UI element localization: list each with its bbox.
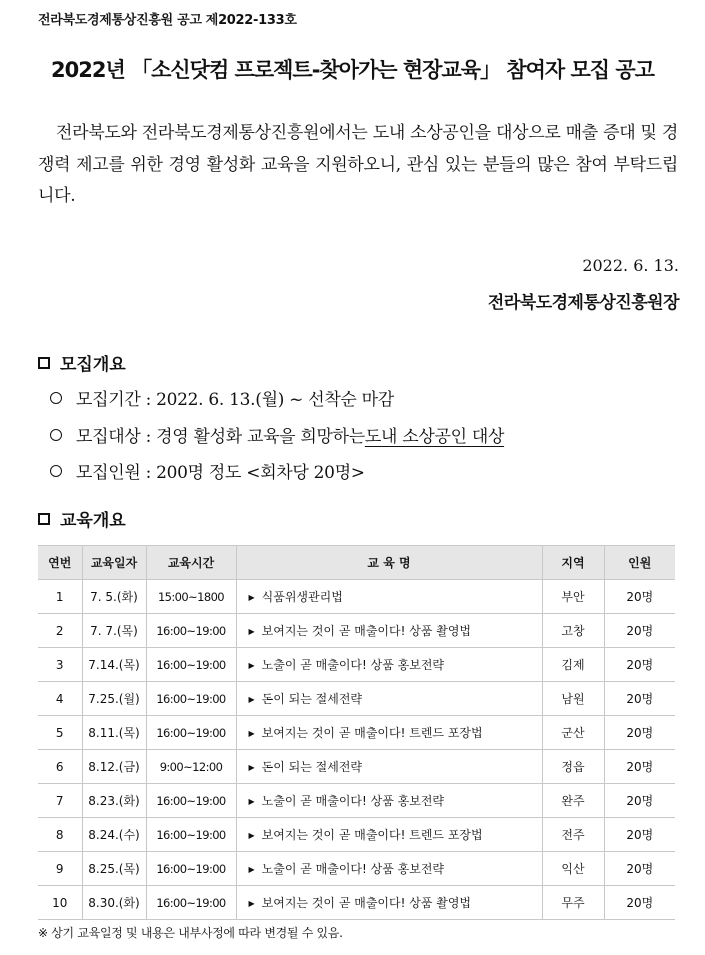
cell-time: 16:00~19:00 [146,886,236,920]
column-header-no: 연번 [38,546,82,580]
cell-time: 9:00~12:00 [146,750,236,784]
triangle-right-icon: ▶ [248,865,255,874]
cell-date: 8.12.(금) [82,750,146,784]
cell-region: 완주 [542,784,604,818]
circle-bullet-icon [50,392,62,404]
cell-no: 10 [38,886,82,920]
section-education-label: 교육개요 [60,511,126,531]
cell-no: 6 [38,750,82,784]
cell-date: 8.30.(화) [82,886,146,920]
notice-number: 전라북도경제통상진흥원 공고 제2022-133호 [38,13,297,28]
cell-no: 4 [38,682,82,716]
table-row [38,614,675,648]
cell-name [236,784,542,818]
schedule-footnote: ※ 상기 교육일정 및 내용은 내부사정에 따라 변경될 수 있음. [38,926,343,940]
cell-no: 1 [38,580,82,614]
cell-region: 전주 [542,818,604,852]
table-row [38,852,675,886]
cell-name-text: 보여지는 것이 곧 매출이다! 상품 촬영법 [261,896,472,910]
table-row [38,648,675,682]
table-row [38,682,675,716]
triangle-right-icon: ▶ [248,763,255,772]
triangle-right-icon: ▶ [248,695,255,704]
column-header-people: 인원 [604,546,675,580]
cell-name-text: 보여지는 것이 곧 매출이다! 트렌드 포장법 [261,828,483,842]
table-header-row [38,546,675,580]
cell-name-text: 노출이 곧 매출이다! 상품 홍보전략 [261,862,445,876]
cell-time: 15:00~1800 [146,580,236,614]
cell-no: 7 [38,784,82,818]
triangle-right-icon: ▶ [248,593,255,602]
column-header-name: 교 육 명 [236,546,542,580]
table-row [38,818,675,852]
section-recruitment-label: 모집개요 [60,355,126,375]
cell-time: 16:00~19:00 [146,852,236,886]
cell-date: 8.25.(목) [82,852,146,886]
cell-people: 20명 [604,750,675,784]
cell-time: 16:00~19:00 [146,648,236,682]
table-row [38,886,675,920]
circle-bullet-icon [50,429,62,441]
cell-name [236,614,542,648]
notice-date: 2022. 6. 13. [582,256,679,275]
education-schedule-table [38,545,675,920]
cell-no: 8 [38,818,82,852]
table-row [38,716,675,750]
recruitment-target [50,422,504,447]
recruitment-period-text: 모집기간 : 2022. 6. 13.(월) ~ 선착순 마감 [76,390,394,410]
recruitment-count-text: 모집인원 : 200명 정도 <회차당 20명> [76,463,365,483]
triangle-right-icon: ▶ [248,661,255,670]
circle-bullet-icon [50,465,62,477]
cell-time: 16:00~19:00 [146,682,236,716]
cell-people: 20명 [604,580,675,614]
cell-name [236,852,542,886]
triangle-right-icon: ▶ [248,899,255,908]
cell-name-text: 노출이 곧 매출이다! 상품 홍보전략 [261,794,445,808]
cell-name-text: 보여지는 것이 곧 매출이다! 트렌드 포장법 [261,726,483,740]
cell-time: 16:00~19:00 [146,716,236,750]
cell-date: 8.24.(수) [82,818,146,852]
recruitment-target-text: 모집대상 : 경영 활성화 교육을 희망하는 [76,427,365,447]
cell-people: 20명 [604,886,675,920]
cell-name [236,716,542,750]
cell-people: 20명 [604,648,675,682]
cell-date: 7.25.(월) [82,682,146,716]
cell-date: 7.14.(목) [82,648,146,682]
organization-signature: 전라북도경제통상진흥원장 [487,293,679,313]
cell-name-text: 식품위생관리법 [261,590,343,604]
cell-time: 16:00~19:00 [146,614,236,648]
cell-people: 20명 [604,818,675,852]
section-recruitment-heading [38,350,126,375]
cell-date: 8.11.(목) [82,716,146,750]
cell-name [236,648,542,682]
table-row [38,784,675,818]
table-row [38,750,675,784]
cell-region: 정읍 [542,750,604,784]
column-header-region: 지역 [542,546,604,580]
intro-text: 전라북도와 전라북도경제통상진흥원에서는 도내 소상공인을 대상으로 매출 증대 및 경쟁력 제고를 위한 경영 활성화 교육을 지원하오니, 관심 있는 분들의 많은 참여 부탁드립니다. [38,123,678,206]
cell-region: 김제 [542,648,604,682]
cell-no: 5 [38,716,82,750]
cell-time: 16:00~19:00 [146,818,236,852]
cell-name-text: 돈이 되는 절세전략 [261,760,363,774]
cell-name [236,886,542,920]
cell-region: 부안 [542,580,604,614]
triangle-right-icon: ▶ [248,797,255,806]
cell-name [236,580,542,614]
cell-people: 20명 [604,614,675,648]
square-checkbox-icon [38,513,50,525]
triangle-right-icon: ▶ [248,831,255,840]
cell-region: 군산 [542,716,604,750]
cell-date: 7. 5.(화) [82,580,146,614]
cell-people: 20명 [604,682,675,716]
cell-no: 2 [38,614,82,648]
cell-no: 3 [38,648,82,682]
cell-region: 고창 [542,614,604,648]
cell-date: 8.23.(화) [82,784,146,818]
cell-people: 20명 [604,784,675,818]
cell-time: 16:00~19:00 [146,784,236,818]
cell-region: 익산 [542,852,604,886]
triangle-right-icon: ▶ [248,627,255,636]
table-row [38,580,675,614]
cell-region: 무주 [542,886,604,920]
square-checkbox-icon [38,357,50,369]
page-title: 2022년 「소신닷컴 프로젝트-찾아가는 현장교육」 참여자 모집 공고 [51,58,654,82]
recruitment-target-underlined: 도내 소상공인 대상 [364,427,505,447]
cell-name [236,750,542,784]
cell-no: 9 [38,852,82,886]
recruitment-count [50,458,365,483]
section-education-heading [38,506,126,531]
cell-people: 20명 [604,716,675,750]
triangle-right-icon: ▶ [248,729,255,738]
cell-name-text: 돈이 되는 절세전략 [261,692,363,706]
cell-name [236,818,542,852]
cell-name-text: 보여지는 것이 곧 매출이다! 상품 촬영법 [261,624,472,638]
column-header-date: 교육일자 [82,546,146,580]
column-header-time: 교육시간 [146,546,236,580]
cell-date: 7. 7.(목) [82,614,146,648]
cell-people: 20명 [604,852,675,886]
cell-region: 남원 [542,682,604,716]
intro-paragraph [38,118,678,213]
cell-name [236,682,542,716]
recruitment-period [50,385,394,410]
cell-name-text: 노출이 곧 매출이다! 상품 홍보전략 [261,658,445,672]
